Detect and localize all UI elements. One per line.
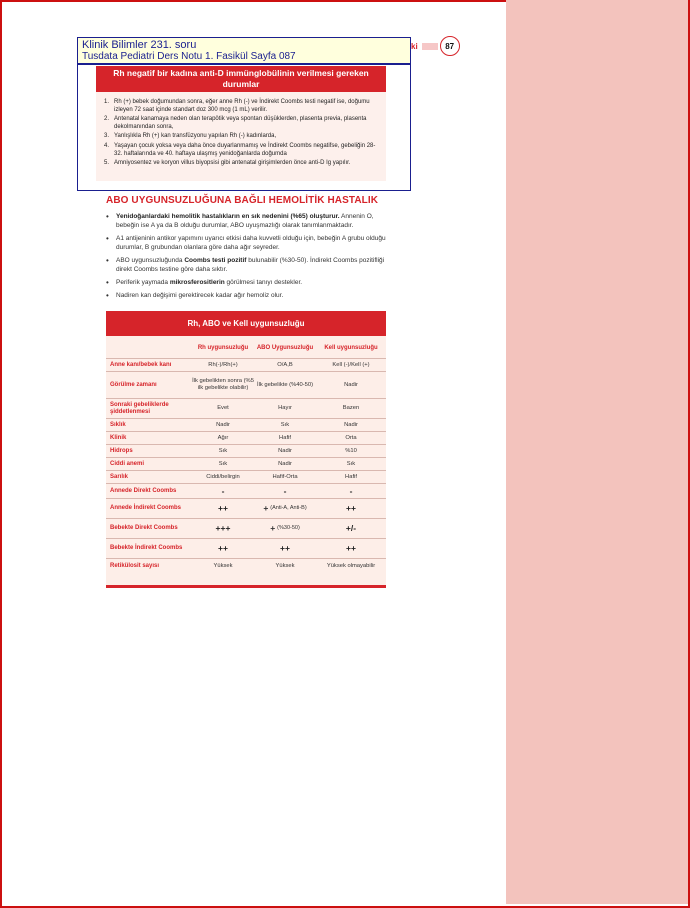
row-label: Hidrops xyxy=(110,447,133,454)
table-cell: ++ xyxy=(280,543,290,553)
bullet-icon: • xyxy=(106,212,109,221)
table-row xyxy=(106,358,386,371)
table-cell: + (Anti-A, Anti-B) xyxy=(263,503,307,513)
table-row xyxy=(106,457,386,470)
list-item: • Nadiren kan değişimi gerektirecek kadar ağır hemoliz olur. xyxy=(106,291,284,300)
source-annotation xyxy=(77,37,411,64)
table-cell: Orta xyxy=(345,434,357,441)
table-cell: Sık xyxy=(280,421,290,428)
table-cell: Sık xyxy=(218,447,228,454)
table-cell: Nadir xyxy=(278,460,292,467)
table-title: Rh, ABO ve Kell uygunsuzluğu xyxy=(106,311,386,336)
table-cell: %10 xyxy=(345,447,357,454)
table-cell: Sık xyxy=(346,460,356,467)
list-item: 4. Yaşayan çocuk yoksa veya daha önce duyarlanmamış ve İndirekt Coombs negatifse, gebeliğin 28-32. haftalarında ve 40. haftaya ulaşmış yenidoğanlarda doğumda xyxy=(104,142,376,157)
table-cell: O/A,B xyxy=(277,361,293,368)
row-label: Bebekte Direkt Coombs xyxy=(110,525,178,531)
table-cell: Hafif xyxy=(279,434,291,441)
table-header-row xyxy=(106,338,386,358)
page-header xyxy=(411,37,460,55)
row-label: Retikülosit sayısı xyxy=(110,563,160,569)
rh-negative-card xyxy=(96,66,386,181)
table-cell: Hafif xyxy=(345,473,357,480)
row-label: Sonraki gebeliklerde şiddetlenmesi xyxy=(110,401,169,415)
list-item: • ABO uygunsuzluğunda Coombs testi pozitif bulunabilir (%30-50). İndirekt Coombs pozitifliği direkt Coombs testine göre daha sıktır. xyxy=(106,256,385,273)
row-label: Anne kanı/bebek kanı xyxy=(110,361,172,368)
table-cell: ++ xyxy=(346,503,356,513)
table-cell: Yüksek xyxy=(213,563,233,569)
row-label: Görülme zamanı xyxy=(110,381,157,388)
table-row xyxy=(106,398,386,418)
table-cell: - xyxy=(349,485,353,496)
table-cell: +/- xyxy=(345,523,357,533)
bullet-icon: • xyxy=(106,291,109,300)
table-cell: Nadir xyxy=(344,421,358,428)
table-cell: Ciddi/belirgin xyxy=(206,473,240,480)
table-cell: - xyxy=(283,485,287,496)
column-header: Kell uygunsuzluğu xyxy=(324,344,378,351)
column-header: Rh uygunsuzluğu xyxy=(197,344,249,351)
table-row xyxy=(106,444,386,457)
table-cell: ++ xyxy=(218,503,228,513)
table-cell: Kell (-)/Kell (+) xyxy=(332,361,370,368)
row-label: Ciddi anemi xyxy=(110,460,145,467)
table-cell: - xyxy=(221,485,225,496)
list-item: 3. Yanlışlıkla Rh (+) kan transfüzyonu yapılan Rh (-) kadınlarda, xyxy=(104,133,277,140)
list-item: 1. Rh (+) bebek doğumundan sonra, eğer anne Rh (-) ve İndirekt Coombs testi negatif ise, doğumu izleyen 72 saat içinde standart doz 300 mcg (1 mL) verilir. xyxy=(104,99,370,113)
table-cell: ++ xyxy=(218,543,228,553)
table-cell: +++ xyxy=(215,523,231,533)
table-row xyxy=(106,518,386,538)
row-label: Sıklık xyxy=(110,421,126,428)
row-label: Annede Direkt Coombs xyxy=(110,487,177,494)
table-cell: Hafif-Orta xyxy=(272,473,298,480)
table-cell: Hayır xyxy=(278,405,292,411)
table-cell: Nadir xyxy=(216,421,230,428)
abo-bullet-list xyxy=(106,212,390,304)
row-label: Bebekte İndirekt Coombs xyxy=(110,545,183,551)
table-row xyxy=(106,498,386,518)
table-row xyxy=(106,371,386,398)
section-title: ABO UYGUNSUZLUĞUNA BAĞLI HEMOLİTİK HASTALIK xyxy=(106,195,379,206)
bullet-icon: • xyxy=(106,278,109,287)
page-number: 87 xyxy=(440,36,460,56)
rh-card-title: Rh negatif bir kadına anti-D immünglobülinin verilmesi gereken durumlar xyxy=(96,66,386,92)
bullet-icon: • xyxy=(106,234,109,243)
annotation-question: Klinik Bilimler 231. soru xyxy=(82,39,197,51)
table-cell: Nadir xyxy=(278,447,292,454)
annotation-source: Tusdata Pediatri Ders Notu 1. Fasikül Sayfa 087 xyxy=(82,51,296,62)
header-bar xyxy=(422,43,438,50)
table-cell: Ağır xyxy=(217,434,229,441)
table-cell: Sık xyxy=(218,460,228,467)
table-row xyxy=(106,431,386,444)
comparison-table xyxy=(106,311,386,588)
list-item: 2. Antenatal kanamaya neden olan terapötik veya spontan düşüklerden, plasenta previa, plasenta dekolmanından sonra, xyxy=(104,116,367,130)
table-row xyxy=(106,558,386,574)
table-row xyxy=(106,470,386,483)
list-item: • Yenidoğanlardaki hemolitik hastalıkların en sık nedenini (%65) oluşturur. Annenin O, bebeğin ise A ya da B olduğu durumlar, ABO uyuşmazlığı olarak tanımlanmaktadır. xyxy=(106,212,374,229)
column-header xyxy=(106,338,192,358)
row-label: Annede İndirekt Coombs xyxy=(110,505,182,511)
table-cell: Yüksek olmayabilir xyxy=(326,563,376,569)
table-cell: İlk gebelikte (%40-50) xyxy=(256,381,314,388)
table-cell: Rh(-)/Rh(+) xyxy=(208,361,238,368)
header-fragment: ki xyxy=(411,41,418,51)
table-row xyxy=(106,483,386,498)
table-row xyxy=(106,538,386,558)
list-item: • Periferik yaymada mikrosferositlerin görülmesi tanıyı destekler. xyxy=(106,278,303,287)
table-cell: Evet xyxy=(217,405,229,411)
table-cell: ++ xyxy=(346,543,356,553)
table-body xyxy=(106,358,386,574)
list-item: 5. Amniyosentez ve koryon villus biyopsisi gibi antenatal girişimlerden önce anti-D Ig yapılır. xyxy=(104,160,351,167)
row-label: Klinik xyxy=(110,434,127,441)
row-label: Sarılık xyxy=(110,473,129,480)
rh-card-list xyxy=(96,92,386,168)
bullet-icon: • xyxy=(106,256,109,265)
table-cell: + (%30-50) xyxy=(270,523,300,533)
column-header: ABO Uygunsuzluğu xyxy=(256,344,314,351)
table-cell: Yüksek xyxy=(275,563,295,569)
table-cell: Bazen xyxy=(342,405,360,411)
table-cell: İlk gebelikten sonra (%5 ilk gebelikte olabilir) xyxy=(192,378,254,391)
right-margin-strip xyxy=(506,0,688,904)
table-row xyxy=(106,418,386,431)
table-cell: Nadir xyxy=(344,381,358,388)
list-item: • A1 antijeninin antikor yapımını uyarıcı etkisi daha kuvvetli olduğu için, bebeğin A grubu olduğu durumlar, B grubundan olanlara göre daha ağır seyreder. xyxy=(106,234,386,251)
